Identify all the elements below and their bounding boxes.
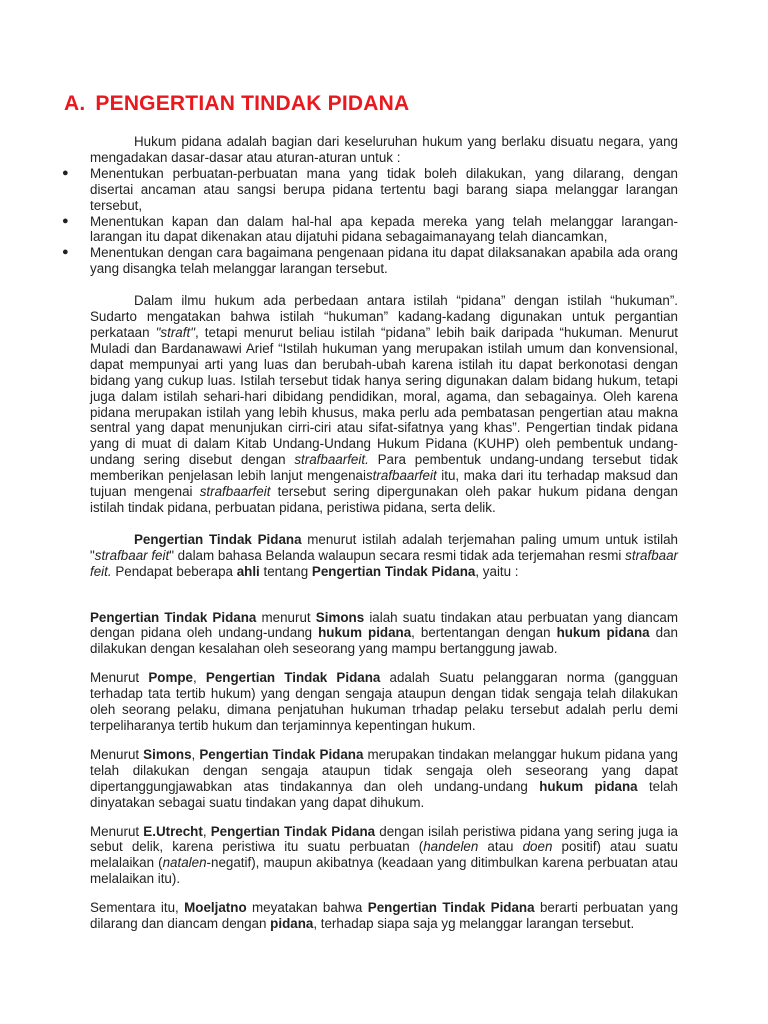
intro-paragraph: Hukum pidana adalah bagian dari keseluruhan hukum yang berlaku disuatu negara, yang mengadakan dasar-dasar atau aturan-aturan untuk : bbox=[90, 134, 678, 165]
section-heading bbox=[64, 92, 678, 116]
bullet-item: ● Menentukan kapan dan dalam hal-hal apa kepada mereka yang telah melanggar larangan-larangan itu dapat dikenakan atau dijatuhi pidana sebagaimanayang telah diancamkan, bbox=[62, 213, 678, 245]
definition-intro-paragraph: Pengertian Tindak Pidana menurut istilah adalah terjemahan paling umum untuk istilah "strafbaar feit" dalam bahasa Belanda walaupun secara resmi tidak ada terjemahan resmi strafbaar feit. Pendapat beberapa ahli tentang Pengertian Tindak Pidana, yaitu : bbox=[90, 531, 678, 579]
bullet-dot-icon: ● bbox=[62, 166, 69, 179]
terminology-paragraph: Dalam ilmu hukum ada perbedaan antara istilah “pidana” dengan istilah “hukuman”. Sudarto mengatakan bahwa istilah “hukuman” kadang-kadang digunakan untuk pergantian perkataan "straft", tetapi menurut beliau istilah “pidana” lebih baik daripada “hukuman. Menurut Muladi dan Bardanawawi Arief “Istilah hukuman yang merupakan istilah umum dan konvensional, dapat mempunyai arti yang luas dan berubah-ubah karena istilah itu dapat berkonotasi dengan bidang yang cukup luas. Istilah tersebut tidak hanya sering digunakan dalam bidang hukum, tetapi juga dalam istilah sehari-hari dibidang pendidikan, moral, agama, dan sebagainya. Oleh karena pidana merupakan istilah yang lebih khusus, maka perlu ada pembatasan pengertian atau makna sentral yang dapat menunjukan cirri-ciri atau sifat-sifatnya yang khas”. Pengertian tindak pidana yang di muat di dalam Kitab Undang-Undang Hukum Pidana (KUHP) oleh pembentuk undang-undang sering disebut dengan strafbaarfeit. Para pembentuk undang-undang tersebut tidak memberikan penjelasan lebih lanjut mengenaistrafbaarfeit itu, maka dari itu terhadap maksud dan tujuan mengenai strafbaarfeit tersebut sering dipergunakan oleh pakar hukum pidana dengan istilah tindak pidana, perbuatan pidana, peristiwa pidana, serta delik. bbox=[90, 293, 679, 515]
bullet-item: ● Menentukan dengan cara bagaimana pengenaan pidana itu dapat dilaksanakan apabila ada orang yang disangka telah melanggar larangan tersebut. bbox=[62, 245, 678, 277]
simons-definition-paragraph: Pengertian Tindak Pidana menurut Simons ialah suatu tindakan atau perbuatan yang diancam dengan pidana oleh undang-undang hukum pidana, bertentangan dengan hukum pidana dan dilakukan dengan kesalahan oleh seseorang yang mampu bertanggung jawab. bbox=[90, 609, 678, 657]
heading-number: A. bbox=[64, 92, 86, 115]
bullet-dot-icon: ● bbox=[62, 214, 69, 227]
bullet-item: ● Menentukan perbuatan-perbuatan mana yang tidak boleh dilakukan, yang dilarang, dengan disertai ancaman atau sangsi berupa pidana tertentu bagi barang siapa melanggar larangan tersebut, bbox=[62, 165, 678, 213]
bullet-list bbox=[62, 165, 678, 277]
bullet-dot-icon: ● bbox=[62, 246, 69, 259]
pompe-definition-paragraph: Menurut Pompe, Pengertian Tindak Pidana adalah Suatu pelanggaran norma (gangguan terhadap tata tertib hukum) yang dengan sengaja ataupun dengan tidak sengaja telah dilakukan oleh seorang pelaku, dimana penjatuhan hukuman trhadap pelaku tersebut adalah perlu demi terpeliharanya tertib hukum dan terjaminnya kepentingan hukum. bbox=[90, 670, 678, 733]
heading-title: PENGERTIAN TINDAK PIDANA bbox=[95, 92, 410, 115]
simons-second-definition-paragraph: Menurut Simons, Pengertian Tindak Pidana merupakan tindakan melanggar hukum pidana yang telah dilakukan dengan sengaja ataupun tidak sengaja oleh seseorang yang dapat dipertanggungjawabkan atas tindakannya dan oleh undang-undang hukum pidana telah dinyatakan sebagai suatu tindakan yang dapat dihukum. bbox=[90, 746, 678, 810]
utrecht-definition-paragraph: Menurut E.Utrecht, Pengertian Tindak Pidana dengan isilah peristiwa pidana yang sering juga ia sebut delik, karena peristiwa itu suatu perbuatan (handelen atau doen positif) atau suatu melalaikan (natalen-negatif), maupun akibatnya (keadaan yang ditimbulkan karena perbuatan atau melalaikan itu). bbox=[90, 823, 678, 887]
moeljatno-definition-paragraph: Sementara itu, Moeljatno meyatakan bahwa Pengertian Tindak Pidana berarti perbuatan yang dilarang dan diancam dengan pidana, terhadap siapa saja yg melanggar larangan tersebut. bbox=[90, 900, 679, 932]
